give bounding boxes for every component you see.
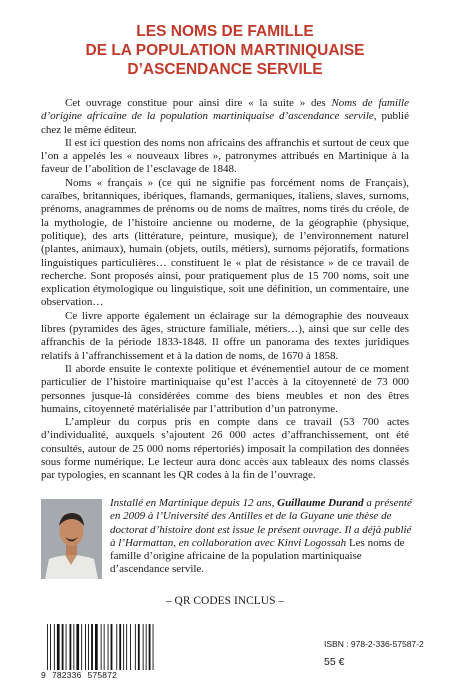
previous-book-title: Les noms de famille d’origine africaine de la population martiniquaise d’ascendance servile. xyxy=(110,536,405,576)
barcode-digit-group-2: 575872 xyxy=(87,670,118,680)
qr-codes-note: – QR CODES INCLUS – xyxy=(165,595,285,607)
barcode-digit-prefix: 9 xyxy=(41,670,46,680)
barcode-digits xyxy=(41,670,159,680)
paragraph-6: L’ampleur du corpus pris en compte dans ce travail (53 700 actes d’individualité, auxquels s’ajoutent 26 000 actes d’affranchissement, ont été consultés, autour de 25 000 noms répertoriés) imposait la compilation des données sous forme numérique. Le lecteur aura donc accès aux tableaux des noms classés par typologies, en scannant les QR codes à la fin de l’ouvrage. xyxy=(41,416,409,482)
price: 55 € xyxy=(324,656,345,668)
paragraph-4: Ce livre apporte également un éclairage sur la démographie des nouveaux libres (pyramides des âges, structure familiale, métiers…), ainsi que sur celle des affranchis de la période 1833-1848. Il offre un panorama des textes juridiques relatifs à l’affranchissement et à la dation de noms, de 1670 à 1858. xyxy=(41,309,409,362)
title-line-3: D’ASCENDANCE SERVILE xyxy=(127,61,323,78)
paragraph-2: Il est ici question des noms non africains des affranchis et surtout de ceux que l’on a appelés les « nouveaux libres », patronymes attribués en Martinique à la faveur de l’abolition de l’esclavage de 1848. xyxy=(41,136,409,176)
isbn-number: ISBN : 978-2-336-57587-2 xyxy=(324,639,424,649)
coauthor-name: Kinvi Logossah xyxy=(277,536,347,549)
barcode-digit-group-1: 782336 xyxy=(51,670,82,680)
back-cover-summary xyxy=(41,97,409,483)
author-photo xyxy=(41,499,102,579)
paragraph-5: Il aborde ensuite le contexte politique et événementiel autour de ce moment particulier de l’histoire martiniquaise qu’est l’accès à la citoyenneté de 73 000 personnes jusque-là considérées comme des biens meubles et non des êtres humains, citoyenneté matérialisée par l’attribution d’un patronyme. xyxy=(41,362,409,415)
author-biography: Installé en Martinique depuis 12 ans, Guillaume Durand a présenté en 2009 à l’Université des Antilles et de la Guyane une thèse de doctorat d’histoire dont est issue le présent ouvrage. Il a déjà publié à l’Harmattan, en collaboration avec Kinvi Logossah Les noms de famille d’origine africaine de la population martiniquaise d’ascendance servile. xyxy=(110,497,412,576)
paragraph-1: Cet ouvrage constitue pour ainsi dire « la suite » des Noms de famille d’origine africaine de la population martiniquaise d’ascendance servile, publié chez le même éditeur. xyxy=(41,97,409,136)
referenced-book-title: Noms de famille d’origine africaine de la population martiniquaise d’ascendance servile xyxy=(41,97,409,123)
title-line-1: LES NOMS DE FAMILLE xyxy=(136,23,314,40)
author-name: Guillaume Durand xyxy=(277,497,364,509)
paragraph-3: Noms « français » (ce qui ne signifie pas forcément noms de Français), caraïbes, britanniques, ibériques, flamands, germaniques, italiens, slaves, surnoms, prénoms, anagrammes de prénoms ou de noms de maîtres, noms tirés du créole, de la mythologie, de l’histoire ancienne ou moderne, de la géographie (physique, politique), des arts (littérature, peinture, musique), de l’environnement naturel (plantes, animaux), humain (objets, outils, métiers), surnoms péjoratifs, formations linguistiques particulières… constituent le « plat de résistance » de ce travail de recherche. Sont proposés ainsi, pour pratiquement plus de 15 700 noms, soit une explication étymologique ou linguistique, soit une définition, un commentaire, une observation… xyxy=(41,176,409,309)
title-line-2: DE LA POPULATION MARTINIQUAISE xyxy=(85,42,365,59)
book-title xyxy=(0,22,450,79)
